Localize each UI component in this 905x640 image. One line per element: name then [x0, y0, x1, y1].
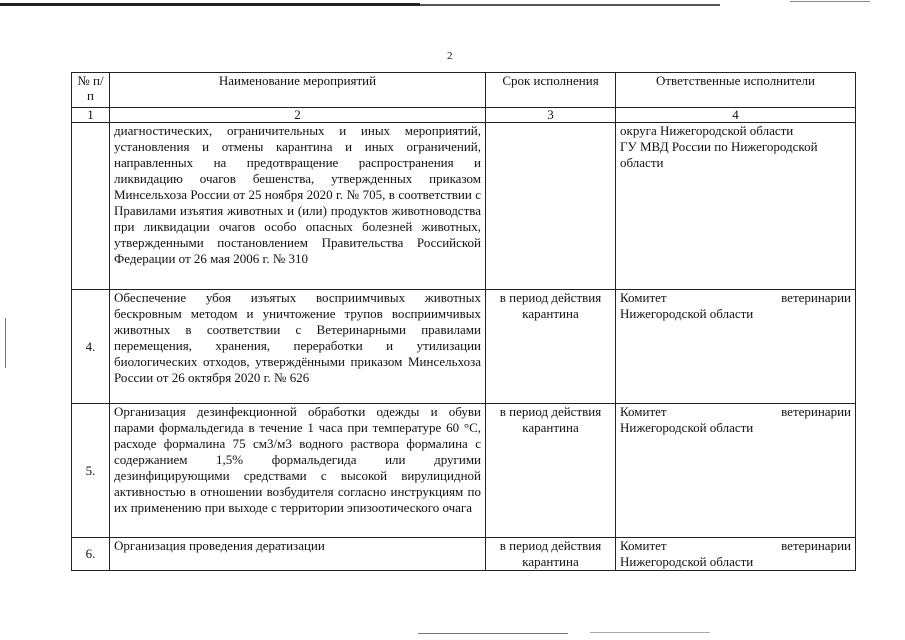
row-responsible [616, 123, 856, 290]
table-row [72, 404, 856, 538]
row-number: 6. [72, 538, 110, 571]
row-description: Организация проведения дератизации [110, 538, 486, 571]
header-num: № п/п [72, 73, 110, 108]
row-description: диагностических, ограничительных и иных мероприятий, установления и отмены карантина и иных ограничений, направленных на предотвращение распространения и ликвидацию очагов бешенства, утвержденных приказом Минсельхоза России от 25 ноября 2020 г. № 705, в соответствии с Правилами изъятия животных и (или) продуктов животноводства при ликвидации очагов особо опасных болезней животных, утвержденными постановлением Правительства Российской Федерации от 26 мая 2006 г. № 310 [110, 123, 486, 290]
responsible-word: ветеринарии [781, 404, 851, 419]
row-responsible [616, 404, 856, 538]
row-responsible [616, 290, 856, 404]
table-row [72, 538, 856, 571]
row-description: Организация дезинфекционной обработки одежды и обуви парами формальдегида в течение 1 часа при температуре 60 °С, расходе формалина 75 см3/м3 водного раствора формалина с содержанием 1,5% формальдегида или другими дезинфицирующими средствами с высокой вирулицидной активностью в отношении возбудителя согласно инструкциям по их применению при выходе с территории эпизоотического очага [110, 404, 486, 538]
row-description: Обеспечение убоя изъятых восприимчивых животных бескровным методом и уничтожение трупов восприимчивых животных в соответствии с Ветеринарными правилами перемещения, хранения, переработки и утилизации биологических отходов, утверждёнными приказом Минсельхоза России от 26 октября 2020 г. № 626 [110, 290, 486, 404]
responsible-line: Нижегородской области [620, 554, 754, 569]
row-term: в период действия карантина [486, 404, 616, 538]
index-cell: 2 [110, 108, 486, 123]
scan-artifact-left [5, 318, 6, 368]
index-cell: 3 [486, 108, 616, 123]
responsible-line: ГУ МВД России по Нижегородской области [620, 139, 818, 170]
responsible-word: ветеринарии [781, 538, 851, 553]
header-name: Наименование мероприятий [110, 73, 486, 108]
header-term: Срок исполнения [486, 73, 616, 108]
scan-artifact-bottom [418, 633, 568, 634]
responsible-word: ветеринарии [781, 290, 851, 305]
row-term: в период действия карантина [486, 538, 616, 571]
row-term [486, 123, 616, 290]
scan-artifact-top [0, 0, 905, 8]
responsible-line: Нижегородской области [620, 420, 754, 435]
header-responsible: Ответственные исполнители [616, 73, 856, 108]
index-cell: 1 [72, 108, 110, 123]
responsible-line: Нижегородской области [620, 306, 754, 321]
row-number: 4. [72, 290, 110, 404]
row-term: в период действия карантина [486, 290, 616, 404]
responsible-line: округа Нижегородской области [620, 123, 794, 138]
row-number: 5. [72, 404, 110, 538]
page-number: 2 [447, 50, 453, 62]
responsible-word: Комитет [620, 538, 667, 553]
table-row [72, 123, 856, 290]
scan-artifact-bottom-2 [590, 632, 710, 633]
responsible-word: Комитет [620, 404, 667, 419]
table-index-row [72, 108, 856, 123]
responsible-word: Комитет [620, 290, 667, 305]
row-number [72, 123, 110, 290]
index-cell: 4 [616, 108, 856, 123]
table-row [72, 290, 856, 404]
measures-table [71, 72, 856, 571]
table-header-row [72, 73, 856, 108]
row-responsible [616, 538, 856, 571]
